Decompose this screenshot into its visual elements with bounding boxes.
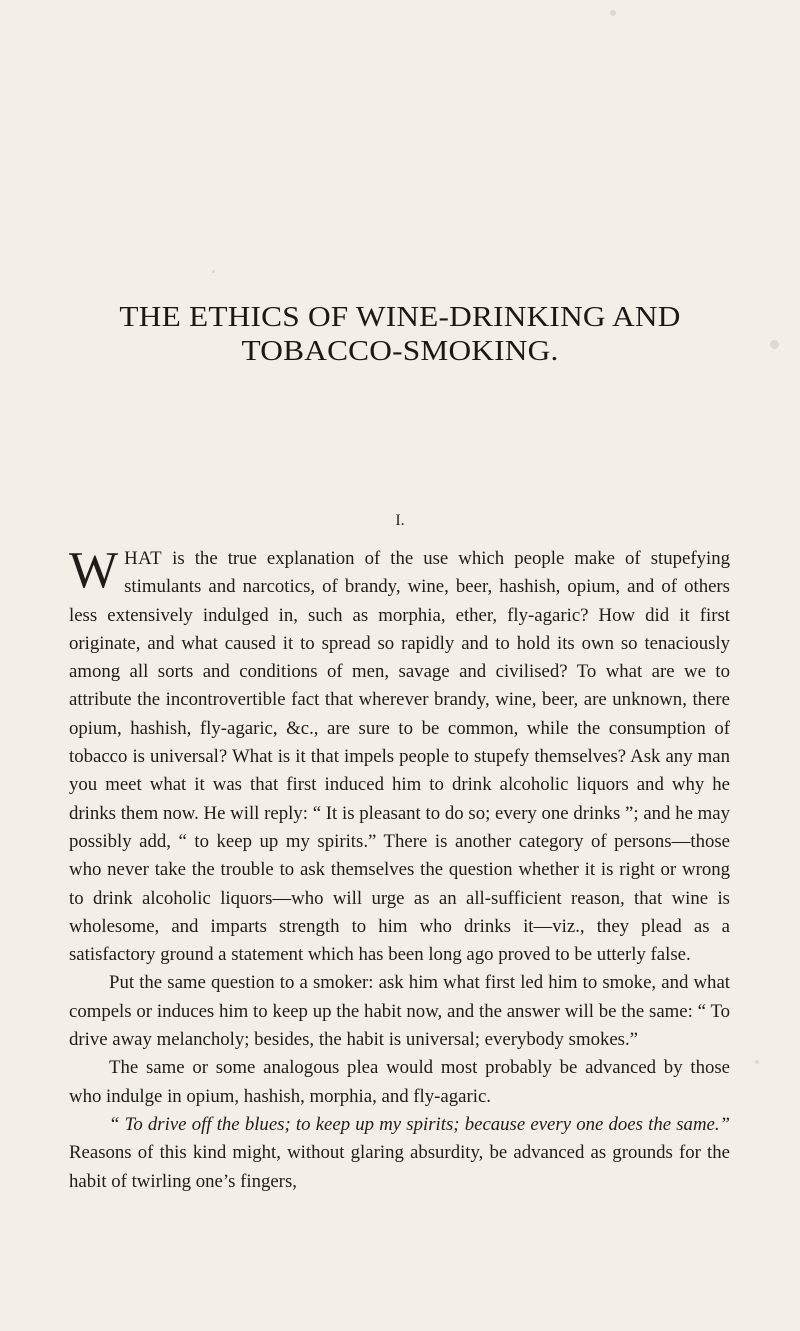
section-number: I. (395, 512, 405, 529)
paragraph-4-text: Reasons of this kind might, without glaring absurdity, be advanced as grounds for the habit of twirling one’s fingers, (69, 1142, 730, 1192)
drop-cap: W (69, 542, 119, 599)
paragraph-1-text: is the true explanation of the use which people make of stupefying stimulants and narcotics, of brandy, wine, beer, hashish, opium, and of others less extensively indulged in, such as morphia, ether, fly-agaric? How did it first originate, and what caused it to spread so rapidly and to hold its own so tenaciously among all sorts and conditions of men, savage and civilised? To what are we to attribute the incontrovertible fact that wherever brandy, wine, beer, are unknown, there opium, hashish, fly-agaric, &c., are sure to be common, while the consumption of tobacco is universal? What is it that impels people to stupefy themselves? Ask any man you meet what it was that first induced him to drink alcoholic liquors and why he drinks them now. He will reply: “ It is pleasant to do so; every one drinks ”; and he may possibly add, “ to keep up my spirits.” There is another category of persons—those who never take the trouble to ask themselves the question whether it is right or wrong to drink alcoholic liquors—who will urge as an all-sufficient reason, that wine is wholesome, and imparts strength to him who drinks it—viz., they plead as a satisfactory ground a statement which has been long ago proved to be utterly false. (69, 548, 730, 966)
chapter-title-line-2: TOBACCO-SMOKING. (241, 335, 559, 367)
small-caps-opening: HAT (124, 548, 163, 569)
body-text (69, 542, 730, 1196)
paragraph-2: Put the same question to a smoker: ask him what first led him to smoke, and what compels or induces him to keep up the habit now, and the answer will be the same: “ To drive away melancholy; besides, the habit is universal; everybody smokes.” (69, 972, 730, 1051)
paragraph-4 (69, 1111, 730, 1196)
chapter-title-line-1: THE ETHICS OF WINE-DRINKING AND (119, 301, 681, 333)
paper-speck (755, 1060, 759, 1064)
quoted-reasons: “ To drive off the blues; to keep up my spirits; because every one does the same.” (109, 1113, 730, 1135)
paragraph-1 (69, 542, 730, 969)
paper-speck (212, 270, 215, 273)
paragraph-3: The same or some analogous plea would most probably be advanced by those who indulge in opium, hashish, morphia, and fly-agaric. (69, 1057, 730, 1107)
paper-speck (610, 10, 616, 16)
chapter-title (0, 300, 800, 368)
